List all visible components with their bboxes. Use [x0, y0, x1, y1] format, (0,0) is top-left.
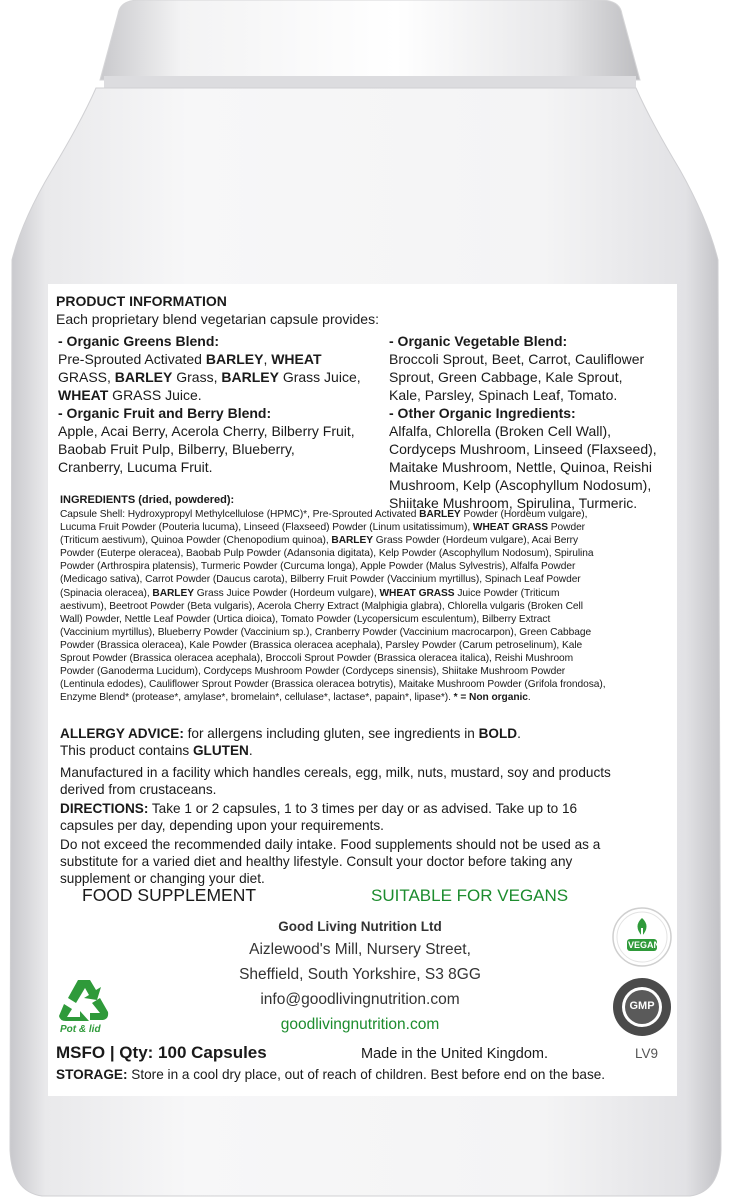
ingredients-text	[60, 508, 606, 704]
ingredients-line: Wall) Powder, Nettle Leaf Powder (Urtica dioica), Tomato Powder (Lycopersicum esculentum), Bilberry Extract	[60, 613, 551, 625]
allergy-advice: ALLERGY ADVICE: for allergens including gluten, see ingredients in BOLD.	[60, 726, 521, 741]
ingredients-line: (Lentinula edodes), Cauliflower Sprout Powder (Brassica oleracea botrytis), Maitake Mushroom Powder (Grifola frondosa),	[60, 679, 606, 691]
vegan-leaf-icon	[611, 906, 673, 968]
ingredients-line: (Triticum aestivum), Quinoa Powder (Chenopodium quinoa), BARLEY Grass Powder (Hordeum vulgare), Acai Berry	[60, 535, 579, 547]
ingredients-line: Powder (Ganoderma Lucidum), Cordyceps Mushroom Powder (Cordyceps sinensis), Shiitake Mushroom Powder	[60, 666, 566, 678]
fruit-blend-title: - Organic Fruit and Berry Blend:	[58, 405, 272, 421]
warning-line-1: Do not exceed the recommended daily intake. Food supplements should not be used as a	[60, 837, 601, 852]
ingredients-line: Powder (Euterpe oleracea), Baobab Pulp Powder (Adansonia digitata), Kelp Powder (Ascophyllum Nodosum), Spirulina	[60, 548, 594, 560]
other-line-5: Shiitake Mushroom, Spirulina, Turmeric.	[389, 495, 638, 511]
vegetable-blend-title: - Organic Vegetable Blend:	[389, 333, 568, 349]
recycle-icon	[56, 976, 112, 1022]
fruit-line-1: Apple, Acai Berry, Acerola Cherry, Bilberry Fruit,	[58, 423, 355, 439]
other-line-1: Alfalfa, Chlorella (Broken Cell Wall),	[389, 423, 611, 439]
greens-line-1: Pre-Sprouted Activated BARLEY, WHEAT	[58, 351, 322, 367]
vegetable-line-2: Sprout, Green Cabbage, Kale Sprout,	[389, 369, 623, 385]
product-info-intro: Each proprietary blend vegetarian capsule provides:	[56, 311, 379, 327]
label-content	[50, 286, 675, 1094]
vegan-badge	[611, 906, 673, 968]
company-address-1: Aizlewood's Mill, Nursery Street,	[249, 941, 471, 958]
directions-line-1: DIRECTIONS: Take 1 or 2 capsules, 1 to 3 times per day or as advised. Take up to 16	[60, 801, 578, 816]
recycle-badge	[56, 976, 112, 1040]
ingredients-line: Sprout Powder (Brassica oleracea acephala), Broccoli Sprout Powder (Brassica oleracea italica), Reishi Mushroom	[60, 653, 574, 665]
vegan-claim: SUITABLE FOR VEGANS	[371, 886, 569, 905]
made-in-label: Made in the United Kingdom.	[361, 1046, 548, 1062]
greens-line-2: GRASS, BARLEY Grass, BARLEY Grass Juice,	[58, 369, 361, 385]
batch-code: LV9	[635, 1046, 659, 1061]
ingredients-line: Capsule Shell: Hydroxypropyl Methylcellulose (HPMC)*, Pre-Sprouted Activated BARLEY Powder (Hordeum vulgare),	[60, 509, 588, 520]
ingredients-line: Powder (Brassica oleracea), Kale Powder (Brassica oleracea acephala), Parsley Powder (Carum petroselinum), Kale	[60, 639, 583, 651]
other-line-2: Cordyceps Mushroom, Linseed (Flaxseed),	[389, 441, 657, 457]
product-info-heading: PRODUCT INFORMATION	[56, 293, 227, 309]
recycle-caption: Pot & lid	[60, 1024, 101, 1035]
fruit-line-2: Baobab Fruit Pulp, Bilberry, Blueberry,	[58, 441, 295, 457]
vegetable-line-1: Broccoli Sprout, Beet, Carrot, Cauliflower	[389, 351, 645, 367]
company-address-2: Sheffield, South Yorkshire, S3 8GG	[239, 966, 481, 983]
other-ingredients-title: - Other Organic Ingredients:	[389, 405, 576, 421]
ingredients-heading: INGREDIENTS (dried, powdered):	[60, 494, 235, 506]
warning-line-2: substitute for a varied diet and healthy lifestyle. Consult your doctor before taking any	[60, 854, 573, 869]
food-supplement-label: FOOD SUPPLEMENT	[82, 885, 257, 905]
vegetable-line-3: Kale, Parsley, Spinach Leaf, Tomato.	[389, 387, 618, 403]
ingredients-line: Enzyme Blend* (protease*, amylase*, bromelain*, cellulase*, lactase*, papain*, lipase*). * = Non organic.	[60, 692, 531, 704]
fruit-line-3: Cranberry, Lucuma Fruit.	[58, 459, 213, 475]
ingredients-line: Powder (Arthrospira platensis), Turmeric Powder (Curcuma longa), Apple Powder (Malus Sylvestris), Alfalfa Powder	[60, 561, 576, 573]
other-line-3: Maitake Mushroom, Nettle, Quinoa, Reishi	[389, 459, 652, 475]
ingredients-line: Lucuma Fruit Powder (Pouteria lucuma), Linseed (Flaxseed) Powder (Linum usitatissimum), WHEAT GRASS Powder	[60, 522, 586, 534]
company-email[interactable]: info@goodlivingnutrition.com	[260, 991, 460, 1008]
ingredients-line: (Medicago sativa), Carrot Powder (Daucus carota), Bilberry Fruit Powder (Vaccinium myrtillus), Spinach Leaf Powder	[60, 574, 581, 586]
facility-line-2: derived from crustaceans.	[60, 782, 217, 797]
facility-line-1: Manufactured in a facility which handles cereals, egg, milk, nuts, mustard, soy and products	[60, 765, 611, 780]
gmp-badge	[611, 976, 673, 1038]
company-name: Good Living Nutrition Ltd	[278, 919, 442, 934]
ingredients-line: (Spinacia oleracea), BARLEY Grass Juice Powder (Hordeum vulgare), WHEAT GRASS Juice Powder (Triticum	[60, 587, 560, 599]
other-line-4: Mushroom, Kelp (Ascophyllum Nodosum),	[389, 477, 652, 493]
gluten-notice: This product contains GLUTEN.	[60, 743, 253, 758]
greens-line-3: WHEAT GRASS Juice.	[58, 387, 202, 403]
vegan-badge-text: VEGAN	[628, 940, 661, 950]
ingredients-line: aestivum), Beetroot Powder (Beta vulgaris), Acerola Cherry Extract (Malphigia glabra), Chlorella vulgaris (Broken Cell	[60, 600, 583, 612]
company-website[interactable]: goodlivingnutrition.com	[280, 1016, 440, 1033]
company-block	[200, 916, 520, 1037]
greens-blend-title: - Organic Greens Blend:	[58, 333, 220, 349]
warning-line-3: supplement or changing your diet.	[60, 871, 265, 886]
bottle-cap	[100, 0, 640, 80]
storage-line: STORAGE: Store in a cool dry place, out of reach of children. Best before end on the base.	[56, 1067, 606, 1082]
ingredients-line: (Vaccinium myrtillus), Blueberry Powder (Vaccinium sp.), Cranberry Powder (Vaccinium macrocarpon), Green Cabbage	[60, 626, 592, 638]
directions-line-2: capsules per day, depending upon your requirements.	[60, 818, 384, 833]
gmp-badge-text: GMP	[629, 1000, 655, 1012]
quantity-line: MSFO | Qty: 100 Capsules	[56, 1043, 267, 1062]
